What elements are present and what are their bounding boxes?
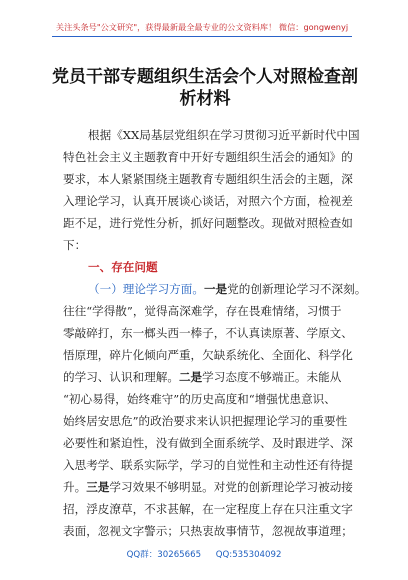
intro-line-3: 要求，本人紧紧围绕主题教育专题组织生活会的主题，深 [63,172,353,186]
para-b-line-1: “初心易得，始终难守”的历史高度和“增强忧患意识、 [63,392,336,406]
para-c-line-1: 招，浮皮潦草，不求甚解，在一定程度上存在只注重文字 [63,502,353,516]
intro-line-2: 特色社会主义主题教育中开好专题组织生活会的通知》的 [63,150,353,164]
document-title-line-2: 析材料 [179,89,231,109]
point-three-lead: 三是 [86,480,110,494]
para-a-line-4: 的学习、认识和理解。 [63,370,179,384]
para-c-line-2: 表面，忽视文字警示；只热衷故事情节，忽视故事道理； [63,524,353,538]
header-banner [52,22,352,37]
document-title-line-1: 党员干部专题组织生活会个人对照检查剖 [52,67,358,87]
para-b-line-3: 必要性和紧迫性，没有做到全面系统学、及时跟进学、深 [63,436,353,450]
sub-heading-theory: （一）理论学习方面。 [88,282,204,296]
intro-line-1: 根据《XX局基层党组织在学习贯彻习近平新时代中国 [88,128,360,142]
footer-contact [0,548,408,560]
section-heading-problems: 一、存在问题 [88,260,158,274]
point-one-text: 党的创新理论学习不深刻。 [227,282,367,296]
intro-line-6: 下： [63,238,87,252]
point-two-lead: 二是 [178,370,203,384]
para-a-line-3: 悟原理，碎片化倾向严重，欠缺系统化、全面化、科学化 [63,348,353,362]
para-a-line-2: 零敲碎打，东一榔头西一棒子，不认真读原著、学原文、 [63,326,353,340]
para-a-line-4-with-point-two [63,370,341,384]
point-three-text: 学习效果不够明显。对党的创新理论学习被动接 [109,480,353,494]
para-b-line-2: 始终居安思危”的政治要求来认识把握理论学习的重要性 [63,414,348,428]
point-three-prefix: 升。 [63,480,87,494]
point-one-lead: 一是 [203,282,228,296]
point-two-text: 学习态度不够端正。未能从 [202,370,342,384]
document-title [52,66,358,110]
sub-heading-line [88,282,366,296]
intro-line-5: 距不足，进行党性分析，抓好问题整改。现做对照检查如 [63,216,353,230]
point-three-line [63,480,353,494]
para-b-line-4: 入思考学、联系实际学，学习的自觉性和主动性还有待提 [63,458,353,472]
para-a-line-1: 往往“学得散”，觉得高深难学，存在畏难情绪，习惯于 [63,304,342,318]
footer-qq: QQ:535304092 [215,550,282,560]
header-banner-text: 关注头条号"公文研究"，获得最新最全最专业的公文资料库！ 微信：gongwenyj [55,22,349,32]
intro-line-4: 入理论学习，认真开展谈心谈话，对照六个方面，检视差 [63,194,353,208]
footer-qq-group: QQ群：30265665 [126,550,202,560]
